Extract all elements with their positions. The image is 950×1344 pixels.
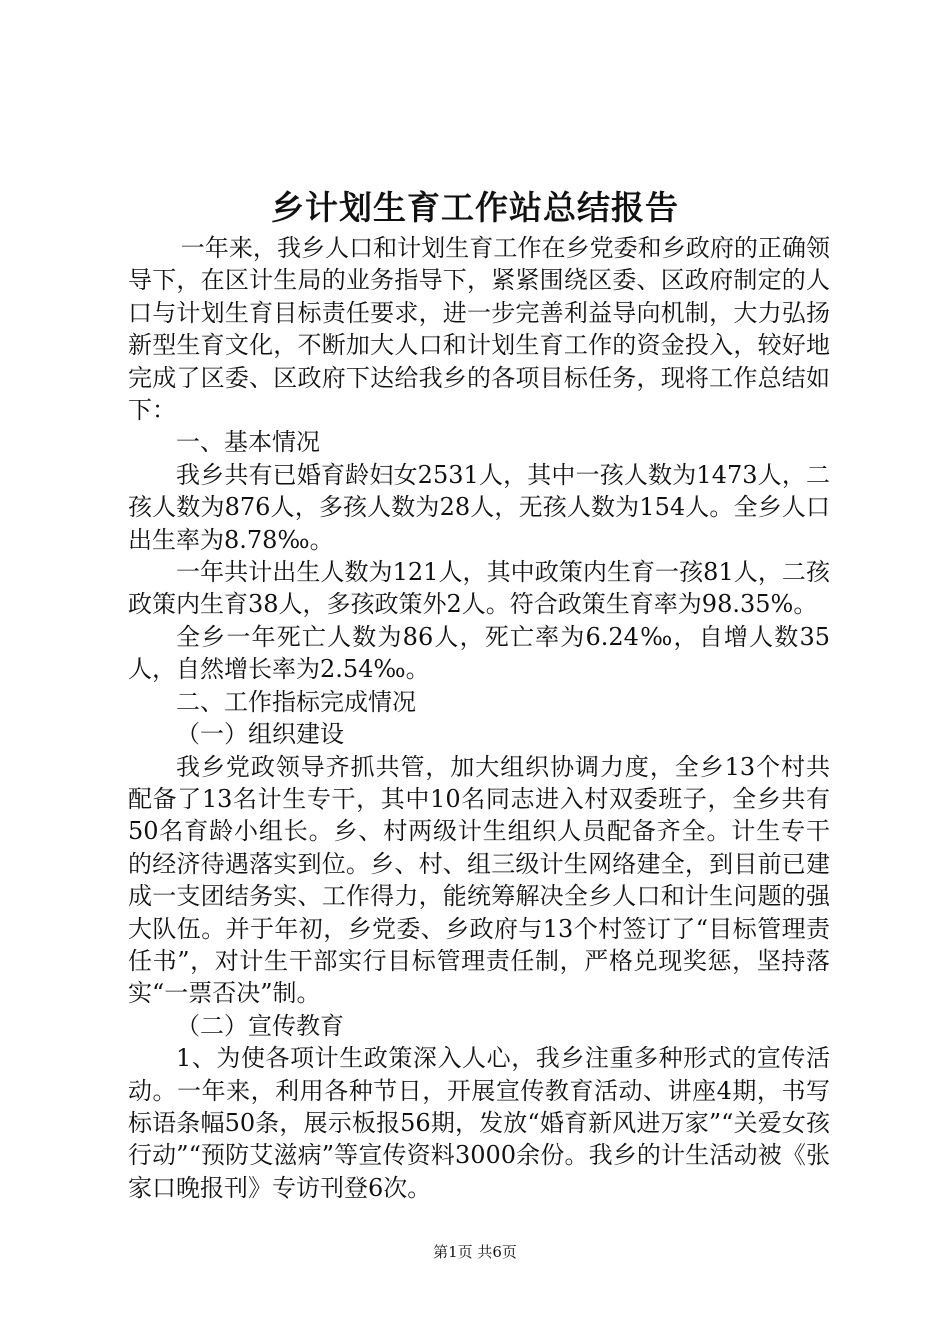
page-footer: 第1页 共6页	[433, 1243, 517, 1261]
document-title: 乡计划生育工作站总结报告	[271, 188, 679, 227]
intro-paragraph: 一年来，我乡人口和计划生育工作在乡党委和乡政府的正确领导下，在区计生局的业务指导下，紧紧围绕区委、区政府制定的人口与计划生育目标责任要求，进一步完善利益导向机制，大力弘扬新型生育文化，不断加大人口和计划生育工作的资金投入，较好地完成了区委、区政府下达给我乡的各项目标任务，现将工作总结如下：	[128, 234, 830, 425]
section-heading-basic-situation: 一、基本情况	[176, 428, 320, 457]
basic-situation-paragraph-1: 我乡共有已婚育龄妇女2531人，其中一孩人数为1473人，二孩人数为876人，多孩人数为28人，无孩人数为154人。全乡人口出生率为8.78‰。	[128, 460, 830, 554]
section-heading-work-indicators: 二、工作指标完成情况	[176, 687, 416, 716]
organization-paragraph: 我乡党政领导齐抓共管，加大组织协调力度，全乡13个村共配备了13名计生专干，其中10名同志进入村双委班子，全乡共有50名育龄小组长。乡、村两级计生组织人员配备齐全。计生专干的经济待遇落实到位。乡、村、组三级计生网络建全，到目前已建成一支团结务实、工作得力，能统筹解决全乡人口和计生问题的强大队伍。并于年初，乡党委、乡政府与13个村签订了“目标管理责任书”，对计生干部实行目标管理责任制，严格兑现奖惩，坚持落实“一票否决”制。	[128, 752, 830, 1008]
subsection-heading-publicity: （二）宣传教育	[176, 1011, 344, 1040]
basic-situation-paragraph-2: 一年共计出生人数为121人，其中政策内生育一孩81人，二孩政策内生育38人，多孩政策外2人。符合政策生育率为98.35%。	[128, 558, 830, 619]
subsection-heading-organization: （一）组织建设	[176, 720, 344, 749]
basic-situation-paragraph-3: 全乡一年死亡人数为86人，死亡率为6.24‰，自增人数35人，自然增长率为2.54‰。	[128, 622, 830, 684]
publicity-paragraph: 1、为使各项计生政策深入人心，我乡注重多种形式的宣传活动。一年来，利用各种节日，开展宣传教育活动、讲座4期，书写标语条幅50条，展示板报56期，发放“婚育新风进万家”“关爱女孩行动”“预防艾滋病”等宣传资料3000余份。我乡的计生活动被《张家口晚报刊》专访刊登6次。	[128, 1044, 830, 1202]
document-body	[128, 232, 830, 1204]
